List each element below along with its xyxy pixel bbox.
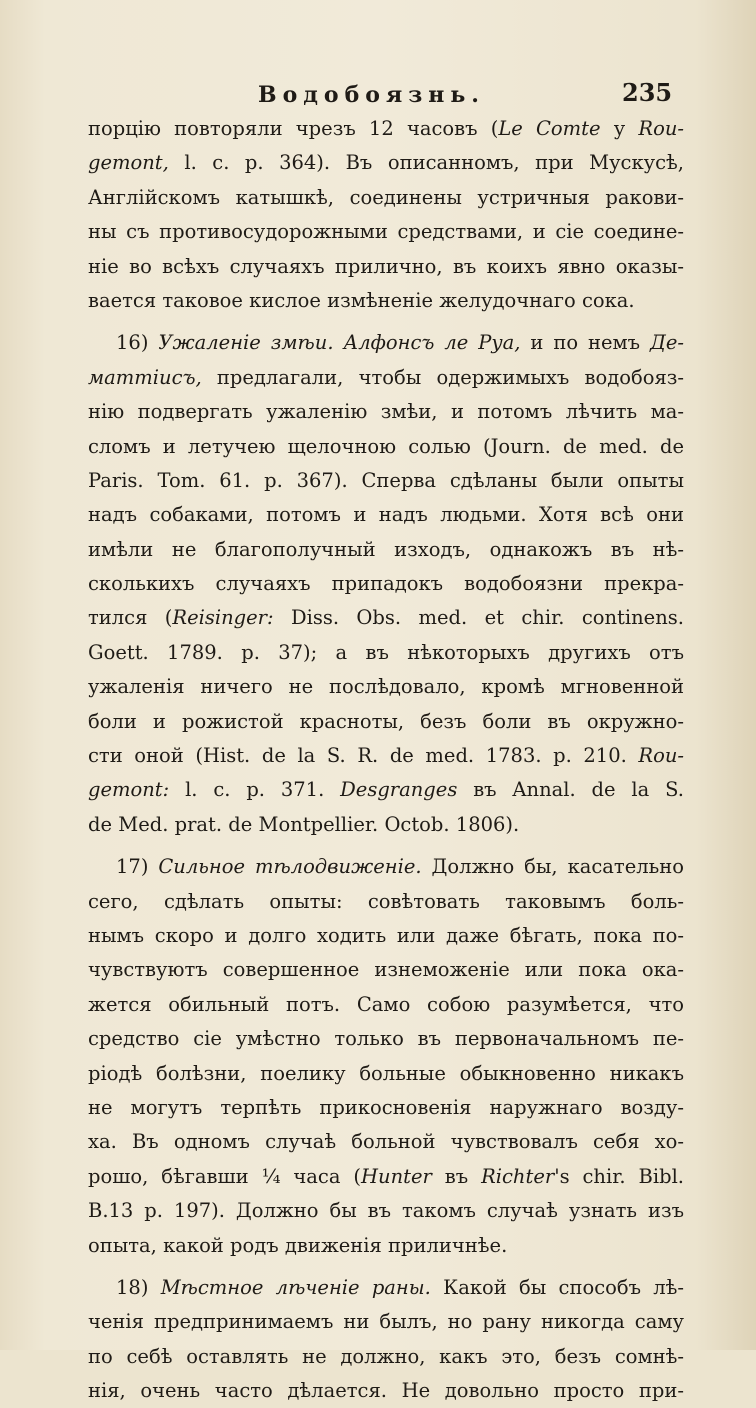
text-line (88, 773, 684, 807)
text-segment: l. c. p. 364). Въ описанномъ, при Мускусѣ, (168, 151, 684, 175)
text-line (88, 1160, 684, 1194)
text-segment: ченія предпринимаемъ ни былъ, но рану никогда саму (88, 1310, 684, 1334)
text-segment: чувствуютъ совершенное изнеможеніе или пока ока- (88, 958, 684, 982)
text-segment: ріодѣ болѣзни, поелику больные обыкновенно никакъ (88, 1061, 684, 1085)
text-line (88, 326, 684, 360)
text-segment: Paris. Tom. 61. p. 367). Сперва сдѣланы были опыты (88, 468, 684, 492)
text-segment: вается таковое кислое измѣненіе желудочнаго сока. (88, 288, 635, 312)
text-line (88, 885, 684, 919)
text-line (88, 1125, 684, 1159)
italic-segment: Richter (481, 1164, 555, 1188)
text-segment: сколькихъ случаяхъ припадокъ водобоязни прекра- (88, 572, 684, 596)
text-line (88, 215, 684, 249)
text-line (88, 250, 684, 284)
text-segment: сти оной (Hist. de la S. R. de med. 1783. p. 210. (88, 744, 639, 768)
text-segment: тился ( (88, 606, 173, 630)
text-segment: средство сіе умѣстно только въ первоначальномъ пе- (88, 1027, 684, 1051)
text-line (88, 1057, 684, 1091)
text-line (88, 284, 684, 318)
text-segment: имѣли не благополучный изходъ, однакожъ въ нѣ- (88, 537, 684, 561)
text-segment: сего, сдѣлать опыты: совѣтовать таковымъ боль- (88, 889, 684, 913)
text-segment: 17) (116, 855, 159, 879)
italic-segment: Де- (650, 331, 684, 355)
text-line (88, 670, 684, 704)
text-segment (334, 331, 344, 354)
text-segment: ны съ противосудорожными средствами, и сіе соедине- (88, 220, 684, 244)
text-line (88, 533, 684, 567)
italic-segment: Rou- (638, 744, 684, 768)
italic-segment: Сильное тѣлодвиженіе. (158, 855, 422, 879)
text-segment: и по немъ (520, 331, 651, 355)
text-line (88, 361, 684, 395)
text-segment: нія, очень часто дѣлается. Не довольно просто при- (88, 1379, 684, 1403)
text-line (88, 1194, 684, 1228)
text-segment: Англійскомъ катышкѣ, соединены устричныя ракови- (88, 185, 684, 209)
text-line (88, 395, 684, 429)
running-head: Водобоязнь. (258, 82, 485, 108)
text-segment: сломъ и летучею щелочною солью (Journ. de med. de (88, 434, 684, 458)
text-line (88, 464, 684, 498)
italic-segment: Ужаленіе змѣи. (158, 331, 334, 355)
text-segment: ніе во всѣхъ случаяхъ прилично, въ коихъ явно оказы- (88, 254, 684, 278)
text-line (88, 1374, 684, 1408)
text-segment: жется обильный потъ. Само собою разумѣется, что (88, 992, 684, 1016)
italic-segment: gemont: (88, 778, 170, 802)
text-line (88, 850, 684, 884)
text-line (88, 498, 684, 532)
text-line (88, 1340, 684, 1374)
text-line (88, 1091, 684, 1125)
text-segment: нію подвергать ужаленію змѣи, и потомъ лѣчить ма- (88, 400, 684, 424)
text-segment: порцію повторяли чрезъ 12 часовъ ( (88, 117, 499, 140)
italic-segment: gemont, (88, 151, 169, 175)
text-line (88, 705, 684, 739)
italic-segment: Desgranges (340, 778, 458, 802)
text-line (88, 636, 684, 670)
text-line (88, 1305, 684, 1339)
text-line (88, 567, 684, 601)
italic-segment: Reisinger: (172, 606, 274, 630)
text-segment: Goett. 1789. p. 37); а въ нѣкоторыхъ другихъ отъ (88, 640, 684, 664)
text-line (88, 988, 684, 1022)
text-segment: B.13 p. 197). Должно бы въ такомъ случаѣ узнать изъ (88, 1199, 684, 1223)
italic-segment: Hunter (361, 1164, 432, 1188)
text-line (88, 919, 684, 953)
text-line (88, 430, 684, 464)
text-line (88, 1229, 684, 1263)
italic-segment: Алфонсъ ле Руа, (343, 331, 521, 355)
text-segment: de Med. prat. de Montpellier. Octob. 1806). (88, 812, 520, 836)
text-line (88, 739, 684, 773)
body-text (88, 112, 684, 1408)
text-segment: ужаленія ничего не послѣдовало, кромѣ мгновенной (88, 675, 684, 699)
text-segment: Должно бы, касательно (421, 855, 684, 879)
page-number: 235 (622, 78, 673, 107)
text-segment: въ (431, 1164, 482, 1188)
text-segment: въ Annal. de la S. (457, 778, 684, 802)
text-segment: не могутъ терпѣть прикосновенія наружнаго возду- (88, 1095, 684, 1119)
italic-segment: Rou- (638, 117, 684, 140)
italic-segment: Мѣстное лѣченіе раны. (160, 1275, 431, 1299)
text-segment: надъ собаками, потомъ и надъ людьми. Хотя всѣ они (88, 503, 684, 527)
italic-segment: Le Comte (498, 117, 601, 140)
text-segment: 18) (116, 1275, 161, 1299)
text-line (88, 181, 684, 215)
text-segment: Какой бы способъ лѣ- (430, 1275, 684, 1299)
text-line (88, 953, 684, 987)
text-segment: 16) (116, 331, 159, 355)
text-segment: у (600, 117, 639, 140)
text-segment: нымъ скоро и долго ходить или даже бѣгать, пока по- (88, 923, 684, 947)
text-segment: l. c. p. 371. (169, 778, 341, 802)
text-segment: 's chir. Bibl. (554, 1164, 684, 1188)
text-segment: рошо, бѣгавши ¼ часа ( (88, 1164, 362, 1188)
text-segment: Diss. Obs. med. et chir. continens. (273, 606, 684, 630)
text-line (88, 146, 684, 180)
text-segment: по себѣ оставлять не должно, какъ это, безъ сомнѣ- (88, 1344, 684, 1368)
italic-segment: маттіисъ, (88, 365, 202, 389)
text-line (88, 601, 684, 635)
text-segment: ха. Въ одномъ случаѣ больной чувствовалъ себя хо- (88, 1130, 684, 1154)
text-line (88, 808, 684, 842)
text-line (88, 1271, 684, 1305)
text-segment: опыта, какой родъ движенія приличнѣе. (88, 1233, 508, 1257)
text-segment: предлагали, чтобы одержимыхъ водобояз- (201, 365, 684, 389)
text-line (88, 112, 684, 146)
text-segment: боли и рожистой красноты, безъ боли въ окружно- (88, 709, 684, 733)
text-line (88, 1022, 684, 1056)
